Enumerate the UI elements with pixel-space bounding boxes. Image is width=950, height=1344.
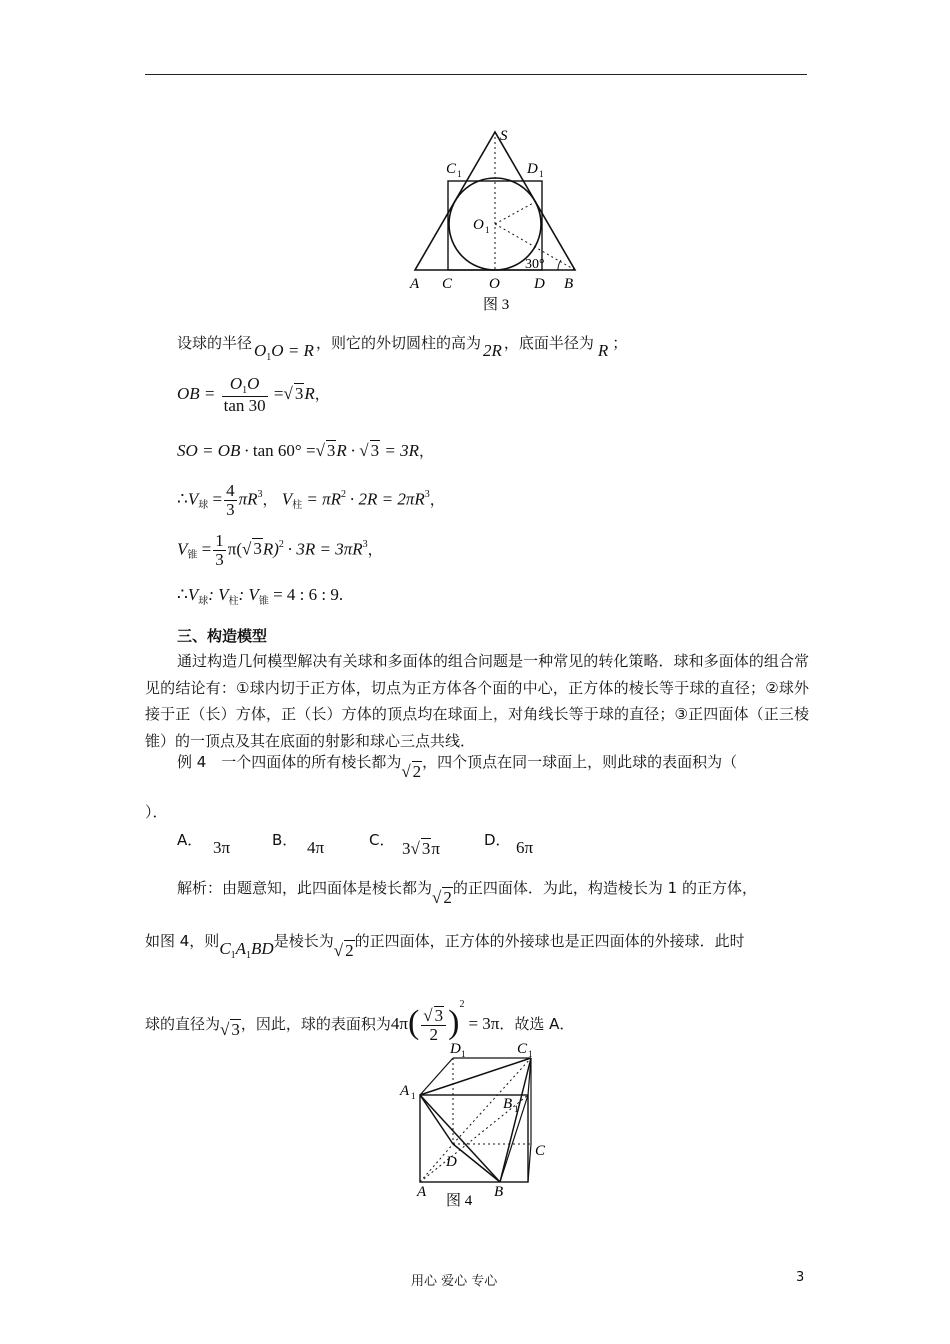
label-C1-sub: 1 bbox=[457, 169, 462, 179]
label-A1: A bbox=[400, 1083, 410, 1099]
option-A[interactable]: A． bbox=[177, 831, 203, 849]
figure-4-caption: 图 4 bbox=[446, 1193, 473, 1209]
figure-4 bbox=[395, 1040, 565, 1212]
equation-SO: SO = OB · tan 60° =√ 3R · √ 3 = 3R， bbox=[177, 441, 434, 460]
label-D1: D bbox=[527, 161, 538, 177]
solution-line-2: 如图 4，则$C_1A_1BD$是棱长为√ 2的正四面体，正方体的外接球也是正四面体的外接球．此时 bbox=[145, 932, 745, 961]
label-C1: C bbox=[517, 1041, 528, 1057]
equation-V-cone: $V_锥$ = $\frac{1}{3}$ π(√ $3R)^2 \cdot 3R = 3\pi R^3$， bbox=[177, 531, 383, 569]
solution-line-3: 球的直径为√ 3，因此，球的表面积为4π( $\frac{√ 3}{2}$ )$^2$= 3π．故选 A． bbox=[145, 999, 575, 1044]
option-A-value: 3π bbox=[213, 838, 231, 857]
label-B1-sub: 1 bbox=[514, 1104, 519, 1114]
option-B-value: 4π bbox=[307, 838, 325, 857]
option-C-value: 3√ 3π bbox=[402, 839, 440, 858]
label-D1: D bbox=[450, 1041, 461, 1057]
label-C1: C bbox=[446, 161, 457, 177]
text-line-radius: 设球的半径 $O_1O = R$ ，则它的外切圆柱的高为 2R ，底面半径为 R ； bbox=[177, 334, 628, 363]
solution-line-1: 解析：由题意知，此四面体是棱长都为√ 2的正四面体．为此，构造棱长为 1 的正方体， bbox=[177, 879, 757, 907]
label-A1-sub: 1 bbox=[411, 1091, 416, 1101]
option-C[interactable]: C． bbox=[369, 831, 395, 849]
option-B[interactable]: B． bbox=[272, 831, 298, 849]
label-A: A bbox=[417, 1184, 427, 1200]
label-angle: 30° bbox=[525, 257, 545, 272]
figure-3 bbox=[400, 122, 590, 318]
equation-V-ball-column: $\therefore V_球$ = $\frac{4}{3}$ $\pi R^3$， $V_柱 = \pi R^2 \cdot 2R = 2\pi R^3$， bbox=[177, 481, 445, 519]
option-D[interactable]: D． bbox=[484, 831, 511, 849]
label-O: O bbox=[489, 276, 500, 292]
header-rule bbox=[145, 74, 807, 75]
label-O1: O bbox=[473, 217, 484, 233]
equation-ratio: $\therefore V_球$: $V_柱$: $V_锥 = 4$ : 6 : 9. bbox=[177, 585, 344, 607]
label-C1-sub: 1 bbox=[528, 1049, 533, 1059]
label-S: S bbox=[500, 128, 508, 144]
equation-OB: OB = $\frac{O_1O}{\tan 30}$ =√ 3R， bbox=[177, 374, 330, 415]
label-D1-sub: 1 bbox=[461, 1049, 466, 1059]
label-O1-sub: 1 bbox=[485, 225, 490, 235]
label-B: B bbox=[494, 1184, 504, 1200]
page-number: 3 bbox=[796, 1270, 805, 1285]
section-heading: 三、构造模型 bbox=[177, 627, 268, 645]
label-D: D bbox=[446, 1154, 457, 1170]
footer-motto: 用心 爱心 专心 bbox=[411, 1274, 498, 1289]
example-4-question: 例 4 一个四面体的所有棱长都为√ 2，四个顶点在同一球面上，则此球的表面积为（ bbox=[177, 753, 738, 781]
label-B: B bbox=[564, 276, 574, 292]
label-D: D bbox=[534, 276, 545, 292]
label-D1-sub: 1 bbox=[539, 169, 544, 179]
figure-3-caption: 图 3 bbox=[483, 297, 510, 313]
label-A: A bbox=[410, 276, 420, 292]
section-paragraph: 通过构造几何模型解决有关球和多面体的组合问题是一种常见的转化策略．球和多面体的组合常见的结论有：①球内切于正方体，切点为正方体各个面的中心，正方体的棱长等于球的直径；②球外接于正（长）方体，正（长）方体的顶点均在球面上，对角线长等于球的直径；③正四面体（正三棱锥）的一顶点及其在底面的射影和球心三点共线． bbox=[145, 652, 809, 750]
label-B1: B bbox=[503, 1096, 513, 1112]
label-C: C bbox=[442, 276, 453, 292]
label-C: C bbox=[535, 1143, 546, 1159]
option-D-value: 6π bbox=[516, 838, 534, 857]
example-4-close: ）． bbox=[145, 803, 168, 821]
